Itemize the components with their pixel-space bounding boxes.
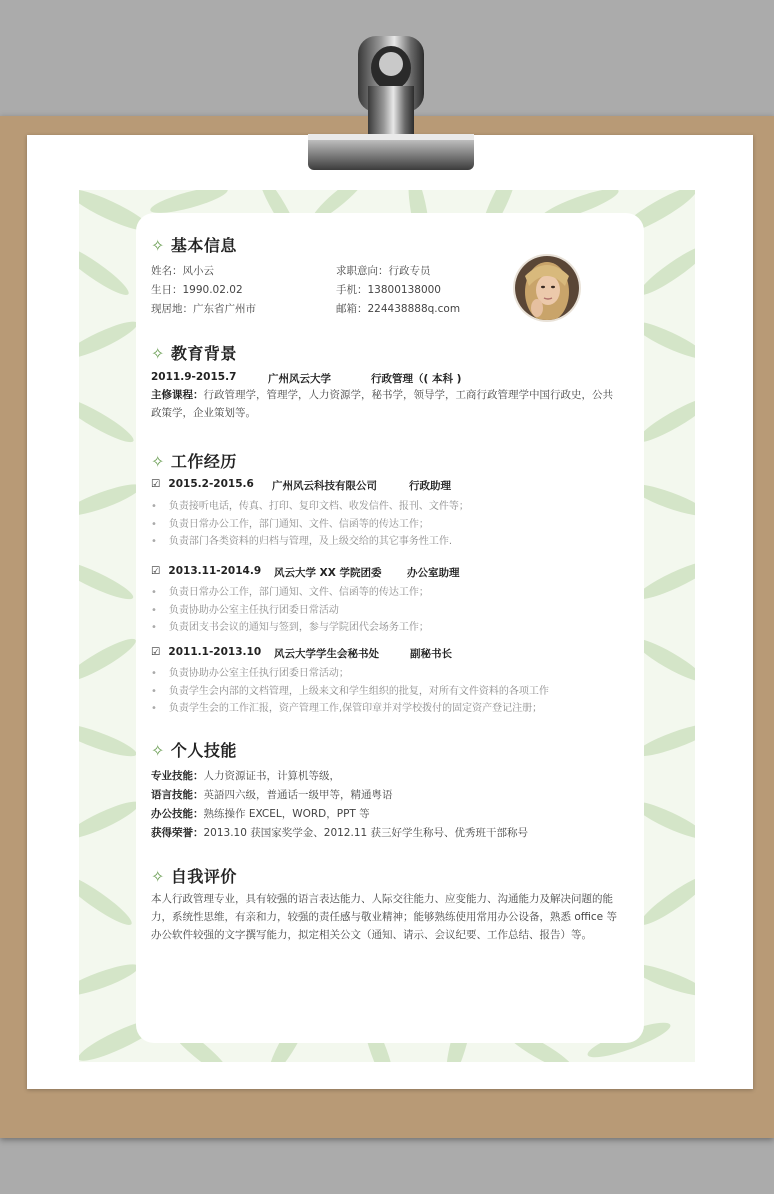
job-duty-text: 负责日常办公工作，部门通知、文件、信函等的传达工作；: [168, 519, 429, 530]
job-period: 2013.11-2014.9: [168, 565, 262, 577]
job-company: 广州风云科技有限公司: [272, 480, 377, 492]
skill-label: 获得荣誉：: [151, 827, 204, 839]
sparkle-icon: ✧: [151, 236, 165, 255]
job-company: 风云大学学生会秘书处: [274, 648, 379, 660]
job-duty-text: 负责日常办公工作，部门通知、文件、信函等的传达工作；: [168, 587, 429, 598]
section-title-text: 工作经历: [170, 452, 237, 471]
section-title-basic: [151, 233, 237, 256]
bullet-dot-icon: •: [151, 519, 157, 530]
job-duty: [151, 583, 429, 598]
skill-item: [151, 825, 528, 840]
edu-period: 2011.9-2015.7: [151, 371, 237, 383]
sparkle-icon: ✧: [151, 452, 165, 471]
sparkle-icon: ✧: [151, 867, 165, 886]
checkbox-icon: ☑: [151, 565, 161, 577]
skill-value: 人力资源证书，计算机等级，: [203, 770, 340, 782]
job-duty: [151, 497, 469, 512]
section-title-self: [151, 864, 237, 887]
edu-courses-label: 主修课程：: [151, 389, 204, 401]
job-period: 2011.1-2013.10: [168, 646, 262, 658]
edu-school: 广州风云大学: [268, 373, 331, 385]
job-duty-text: 负责接听电话，传真、打印、复印文档、收发信件、报刊、文件等；: [168, 501, 469, 512]
checkbox-icon: ☑: [151, 646, 161, 658]
section-title-text: 教育背景: [170, 344, 237, 363]
skill-label: 语言技能：: [151, 789, 204, 801]
skill-item: [151, 787, 393, 802]
skill-value: 英語四六级，普通话一级甲等，精通粤语: [203, 789, 393, 801]
bullet-dot-icon: •: [151, 622, 157, 633]
section-title-text: 自我评价: [170, 867, 237, 886]
section-title-skills: [151, 738, 237, 761]
edu-major: 行政管理（( 本科 ): [371, 373, 462, 385]
bullet-dot-icon: •: [151, 501, 157, 512]
job-duty-text: 负责学生会的工作汇报，资产管理工作,保管印章并对学校拨付的固定资产登记注册；: [168, 703, 543, 714]
section-title-work: [151, 449, 237, 472]
self-evaluation: [151, 890, 651, 944]
job-role: 办公室助理: [407, 567, 460, 579]
job-duty: [151, 601, 339, 616]
bullet-dot-icon: •: [151, 587, 157, 598]
bullet-dot-icon: •: [151, 605, 157, 616]
job-duty-text: 负责协助办公室主任执行团委日常活动；: [168, 668, 349, 679]
self-line: 办公软件较强的文字撰写能力，拟定相关公文（通知、请示、会议纪要、工作总结、报告）等。: [151, 929, 592, 941]
job-duty: [151, 699, 542, 714]
bullet-dot-icon: •: [151, 686, 157, 697]
section-title-text: 个人技能: [170, 741, 237, 760]
avatar: [515, 256, 579, 320]
basic-name: 姓名：风小云: [151, 265, 214, 277]
job-duty-text: 负责部门各类资料的归档与管理，及上级交给的其它事务性工作.: [168, 536, 453, 547]
job-duty-text: 负责协助办公室主任执行团委日常活动: [168, 605, 339, 616]
skill-label: 专业技能：: [151, 770, 204, 782]
skill-label: 办公技能：: [151, 808, 204, 820]
job-period: 2015.2-2015.6: [168, 478, 254, 490]
basic-email: 邮箱：224438888q.com: [336, 303, 461, 315]
basic-birthday: 生日：1990.02.02: [151, 284, 243, 296]
job-header: [151, 478, 254, 490]
job-header: [151, 565, 261, 577]
sparkle-icon: ✧: [151, 741, 165, 760]
self-line: 本人行政管理专业，具有较强的语言表达能力、人际交往能力、应变能力、沟通能力及解决问题的能: [151, 893, 613, 905]
job-duty: [151, 618, 429, 633]
job-company: 风云大学 XX 学院团委: [274, 567, 382, 579]
checkbox-icon: ☑: [151, 478, 161, 490]
job-role: 行政助理: [409, 480, 451, 492]
edu-courses: [151, 386, 641, 422]
basic-objective: 求职意向：行政专员: [336, 265, 431, 277]
job-duty: [151, 515, 429, 530]
basic-phone: 手机：13800138000: [336, 284, 441, 296]
sparkle-icon: ✧: [151, 344, 165, 363]
job-duty: [151, 664, 349, 679]
skill-item: [151, 768, 340, 783]
bullet-dot-icon: •: [151, 703, 157, 714]
bullet-dot-icon: •: [151, 668, 157, 679]
job-duty-text: 负责团支书会议的通知与签到，参与学院团代会场务工作；: [168, 622, 429, 633]
self-line: 力，系统性思维，有亲和力，较强的责任感与敬业精神；能够熟练使用常用办公设备，熟悉 office 等: [151, 911, 617, 923]
job-duty: [151, 532, 452, 547]
edu-courses-line1: 行政管理学，管理学，人力资源学，秘书学，领导学，工商行政管理学中国行政史，公共: [203, 389, 613, 401]
section-title-text: 基本信息: [170, 236, 237, 255]
bullet-dot-icon: •: [151, 536, 157, 547]
job-duty-text: 负责学生会内部的文档管理，上级来文和学生组织的批复，对所有文件资料的各项工作: [168, 686, 549, 697]
skill-value: 熟练操作 EXCEL，WORD，PPT 等: [203, 808, 370, 820]
job-role: 副秘书长: [410, 648, 452, 660]
job-header: [151, 646, 261, 658]
basic-address: 现居地：广东省广州市: [151, 303, 256, 315]
skill-value: 2013.10 获国家奖学金、2012.11 获三好学生称号、优秀班干部称号: [203, 827, 529, 839]
edu-courses-line2: 政策学，企业策划等。: [151, 407, 256, 419]
section-title-education: [151, 341, 237, 364]
skill-item: [151, 806, 370, 821]
job-duty: [151, 682, 549, 697]
